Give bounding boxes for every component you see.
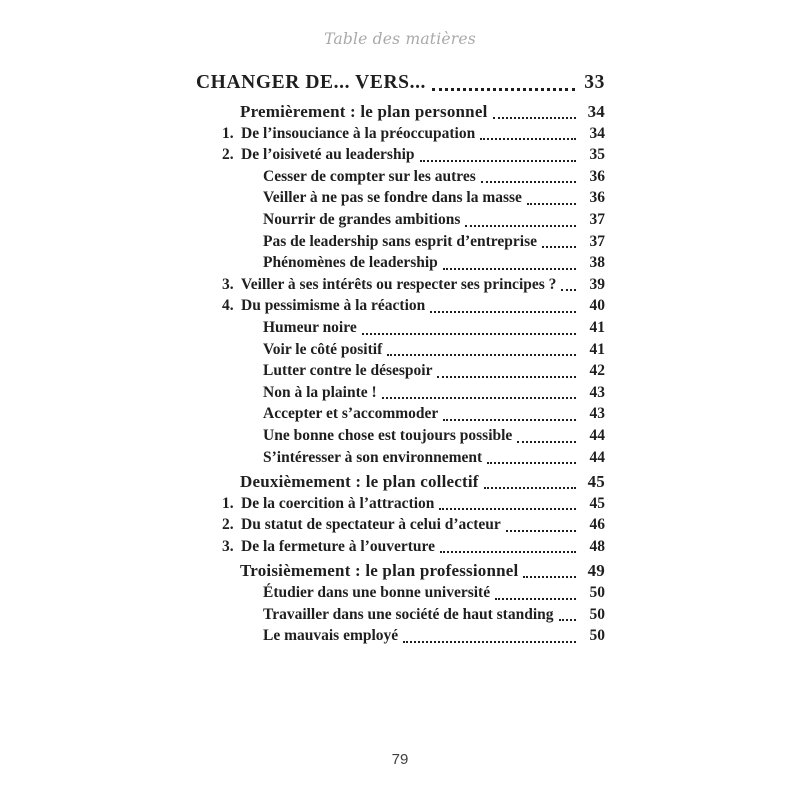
toc-entry-label: Humeur noire: [263, 318, 357, 336]
toc-entry-label: Non à la plainte !: [263, 383, 377, 401]
toc-entry-label: Du pessimisme à la réaction: [241, 297, 426, 315]
dot-leader: [439, 508, 576, 510]
dot-leader: [527, 203, 576, 205]
toc-entry-number: 1.: [222, 124, 234, 142]
toc-entry-page: 37: [589, 210, 605, 228]
toc-entry-row: [196, 295, 605, 317]
toc-chapter-row: [196, 70, 605, 96]
toc-entry-number: 3.: [222, 537, 234, 555]
dot-leader: [481, 181, 576, 183]
toc-entry-row: [196, 231, 605, 253]
toc-entry-label: Troisièmement : le plan professionnel: [240, 561, 519, 581]
toc-entry-row: [196, 360, 605, 382]
toc-entry-row: [196, 514, 605, 536]
toc-entry-label: Cesser de compter sur les autres: [263, 167, 476, 185]
toc-entry-row: [196, 425, 605, 447]
dot-leader: [440, 551, 576, 553]
toc-entry-label: Pas de leadership sans esprit d’entreprise: [263, 232, 537, 250]
toc-entry-label: Phénomènes de leadership: [263, 254, 438, 272]
toc-entry-page: 50: [589, 627, 605, 645]
dot-leader: [487, 462, 576, 464]
toc-chapter-page: 33: [584, 72, 605, 93]
toc-entry-row: [196, 493, 605, 515]
dot-leader: [517, 441, 576, 443]
dot-leader: [495, 598, 576, 600]
toc-entry-row: [196, 560, 605, 582]
toc-entry-row: [196, 582, 605, 604]
toc-entry-row: [196, 187, 605, 209]
toc-entry-page: 36: [589, 189, 605, 207]
toc-entry-page: 45: [589, 494, 605, 512]
toc-entry-label: Le mauvais employé: [263, 627, 399, 645]
dot-leader: [443, 268, 576, 270]
toc-entry-page: 37: [589, 232, 605, 250]
dot-leader: [493, 117, 576, 119]
toc-entry-label: Premièrement : le plan personnel: [240, 102, 488, 121]
toc-entry-label: Une bonne chose est toujours possible: [263, 426, 513, 444]
dot-leader: [387, 354, 576, 356]
dot-leader: [465, 225, 576, 227]
toc-entry-label: Nourrir de grandes ambitions: [263, 210, 461, 228]
toc-entry-row: [196, 625, 605, 647]
toc-entry-page: 50: [589, 584, 605, 602]
toc-entry-row: [196, 123, 605, 145]
toc-entry-row: [196, 339, 605, 361]
toc-entry-page: 49: [587, 561, 605, 581]
toc-entry-label: S’intéresser à son environnement: [263, 448, 483, 466]
toc-entry-row: [196, 471, 605, 493]
dot-leader: [420, 160, 577, 162]
toc-entry-label: Deuxièmement : le plan collectif: [240, 472, 479, 492]
toc-entry-row: [196, 382, 605, 404]
toc-entry-number: 4.: [222, 297, 234, 315]
toc-entry-label: Lutter contre le désespoir: [263, 362, 433, 380]
toc-entry-page: 44: [589, 426, 605, 444]
toc-entry-label: Du statut de spectateur à celui d’acteur: [241, 516, 501, 534]
dot-leader: [443, 419, 576, 421]
toc-entry-page: 46: [589, 516, 605, 534]
toc-entry-page: 44: [589, 448, 605, 466]
toc-entry-page: 48: [589, 537, 605, 555]
dot-leader: [382, 397, 576, 399]
toc-entry-page: 35: [589, 146, 605, 164]
dot-leader: [362, 333, 576, 335]
toc-entry-page: 40: [589, 297, 605, 315]
toc-entry-label: Veiller à ne pas se fondre dans la masse: [263, 189, 522, 207]
toc-entry-label: Veiller à ses intérêts ou respecter ses principes ?: [241, 275, 557, 293]
toc-chapter-label: CHANGER DE... VERS...: [196, 72, 427, 93]
toc-entry-row: [196, 144, 605, 166]
toc-entry-row: [196, 403, 605, 425]
toc-entry-number: 2.: [222, 516, 234, 534]
toc-entry-label: Accepter et s’accommoder: [263, 405, 439, 423]
toc-entry-page: 38: [589, 254, 605, 272]
toc-entry-label: De la fermeture à l’ouverture: [241, 537, 435, 555]
dot-leader: [432, 88, 575, 91]
toc-entry-label: Voir le côté positif: [263, 340, 383, 358]
toc-entry-page: 43: [589, 405, 605, 423]
toc-entry-page: 39: [589, 275, 605, 293]
toc-entry-row: [196, 536, 605, 558]
toc-entry-row: [196, 274, 605, 296]
toc-entry-page: 50: [589, 605, 605, 623]
toc-entry-label: De l’oisiveté au leadership: [241, 146, 415, 164]
toc-entry-page: 43: [589, 383, 605, 401]
toc-entry-row: [196, 166, 605, 188]
toc-entry-page: 34: [587, 102, 605, 121]
toc-entry-label: Travailler dans une société de haut standing: [263, 605, 554, 623]
dot-leader: [430, 311, 576, 313]
toc-entry-row: [196, 317, 605, 339]
toc-entry-label: Étudier dans une bonne université: [263, 584, 491, 602]
toc-entry-page: 34: [589, 124, 605, 142]
dot-leader: [561, 289, 576, 291]
toc-entry-label: De la coercition à l’attraction: [241, 494, 435, 512]
toc-entry-row: [196, 252, 605, 274]
dot-leader: [559, 619, 576, 621]
dot-leader: [523, 576, 576, 578]
toc-entry-number: 2.: [222, 146, 234, 164]
toc-entry-page: 41: [589, 318, 605, 336]
dot-leader: [403, 641, 576, 643]
toc-entry-row: [196, 101, 605, 123]
toc-entry-page: 42: [589, 362, 605, 380]
toc-entry-number: 1.: [222, 494, 234, 512]
toc-entry-label: De l’insouciance à la préoccupation: [241, 124, 476, 142]
running-header: Table des matières: [324, 30, 476, 48]
dot-leader: [480, 138, 576, 140]
dot-leader: [484, 487, 576, 489]
dot-leader: [506, 530, 576, 532]
toc-entry-row: [196, 209, 605, 231]
toc-entry-page: 36: [589, 167, 605, 185]
dot-leader: [542, 246, 576, 248]
toc-entry-page: 41: [589, 340, 605, 358]
dot-leader: [437, 376, 576, 378]
toc-entry-row: [196, 604, 605, 626]
table-of-contents: [196, 70, 605, 647]
toc-entry-page: 45: [587, 472, 605, 492]
footer-page-number: 79: [391, 751, 409, 768]
toc-list: [196, 101, 605, 647]
toc-entry-row: [196, 447, 605, 469]
toc-entry-number: 3.: [222, 275, 234, 293]
